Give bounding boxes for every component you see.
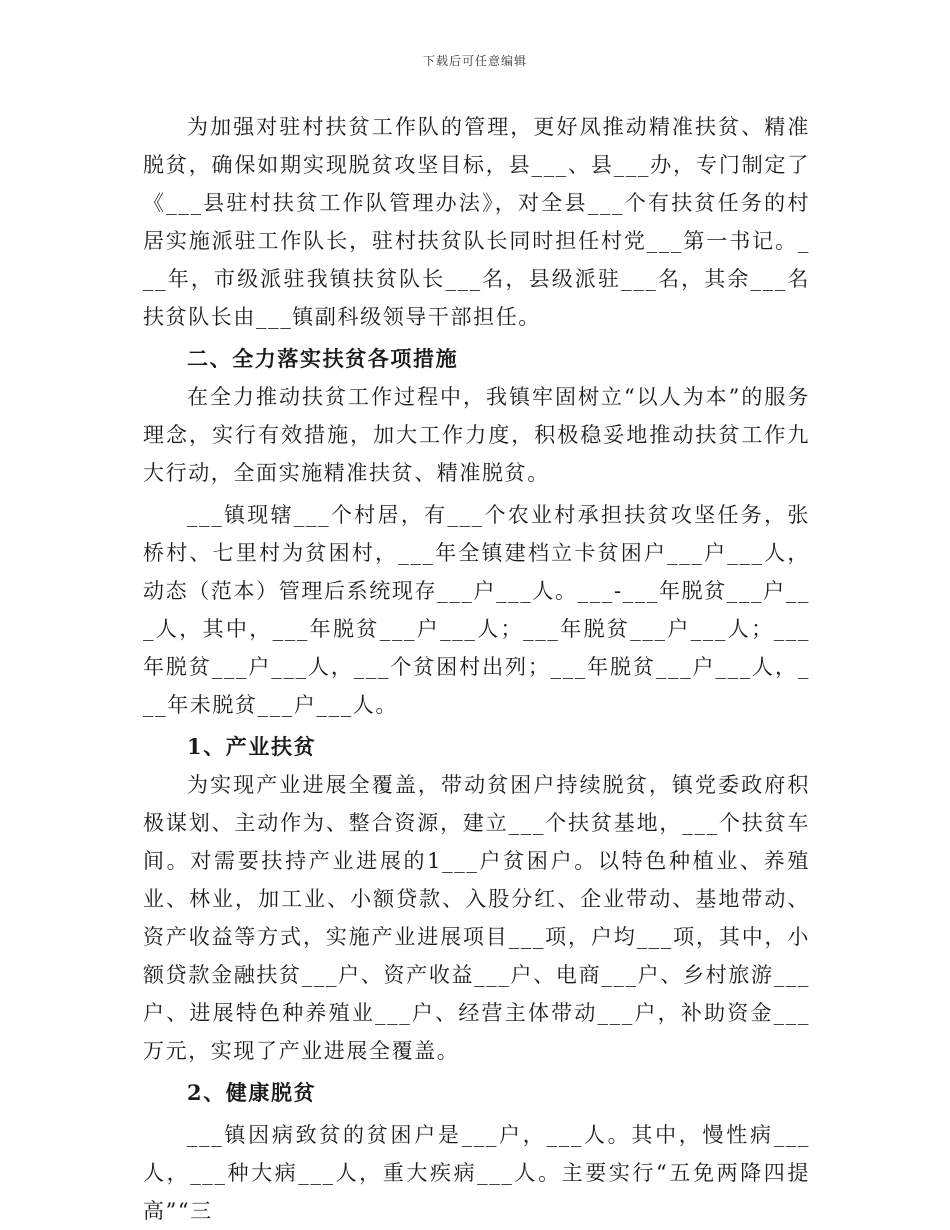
subheading-industry-poverty-relief: 1、产业扶贫 — [187, 734, 317, 759]
document-body — [143, 108, 810, 1230]
paragraph-town-statistics: ___镇现辖___个村居，有___个农业村承担扶贫攻坚任务，张桥村、七里村为贫困村，___年全镇建档立卡贫困户___户___人，动态（范本）管理后系统现存___户___人。___-___年脱贫___户___人，其中，___年脱贫___户___人；___年脱贫___户___人；___年脱贫___户___人，___个贫困村出列；___年脱贫___户___人，___年未脱贫___户___人。 — [143, 503, 810, 717]
subheading-health-poverty-relief: 2、健康脱贫 — [187, 1080, 317, 1105]
paragraph-industry-poverty-relief: 为实现产业进展全覆盖，带动贫困户持续脱贫，镇党委政府积极谋划、主动作为、整合资源，建立___个扶贫基地，___个扶贫车间。对需要扶持产业进展的1___户贫困户。以特色种植业、养殖业、林业，加工业、小额贷款、入股分红、企业带动、基地带动、资产收益等方式，实施产业进展项目___项，户均___项，其中，小额贷款金融扶贫___户、资产收益___户、电商___户、乡村旅游___户、进展特色种养殖业___户、经营主体带动___户，补助资金___万元，实现了产业进展全覆盖。 — [143, 773, 810, 1063]
section-heading-measures: 二、全力落实扶贫各项措施 — [187, 346, 459, 371]
paragraph-health-poverty-relief: ___镇因病致贫的贫困户是___户，___人。其中，慢性病___人，___种大病___人，重大疾病___人。主要实行“五免两降四提高”“三 — [143, 1123, 810, 1223]
paragraph-team-management: 为加强对驻村扶贫工作队的管理，更好凤推动精准扶贫、精准脱贫，确保如期实现脱贫攻坚目标，县___、县___办，专门制定了《___县驻村扶贫工作队管理办法》，对全县___个有扶贫任务的村居实施派驻工作队长，驻村扶贫队长同时担任村党___第一书记。___年，市级派驻我镇扶贫队长___名，县级派驻___名，其余___名扶贫队长由___镇副科级领导干部担任。 — [143, 115, 810, 329]
page-header: 下载后可任意编辑 — [422, 54, 527, 68]
paragraph-measures-intro: 在全力推动扶贫工作过程中，我镇牢固树立“以人为本”的服务理念，实行有效措施，加大工作力度，积极稳妥地推动扶贫工作九大行动，全面实施精准扶贫、精准脱贫。 — [143, 385, 810, 485]
